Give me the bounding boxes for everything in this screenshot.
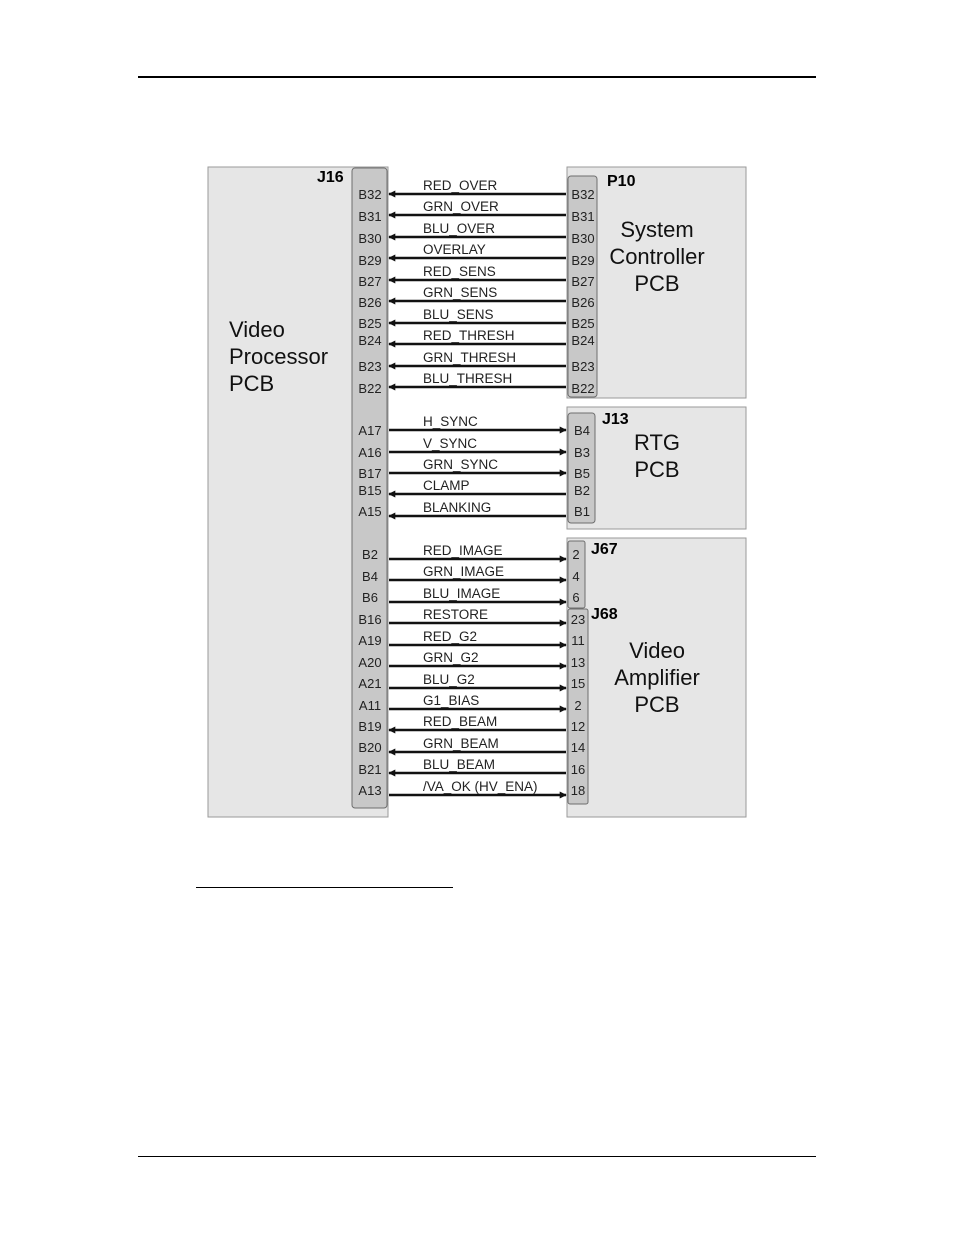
- j16-pin-label: B32: [358, 187, 382, 202]
- signal-label: H_SYNC: [423, 414, 478, 429]
- j16-pin-label: B25: [358, 316, 382, 331]
- signal-label: RED_THRESH: [423, 328, 515, 343]
- right-pin-label: B2: [574, 483, 590, 498]
- svg-text:RTG: RTG: [633, 430, 681, 455]
- right-pin-label: 18: [570, 783, 586, 798]
- j16-pin-label: B6: [362, 590, 378, 605]
- j16-pin-label: B27: [358, 274, 382, 289]
- j16-pin-label: B4: [362, 569, 378, 584]
- j16-pin-label: A19: [358, 633, 382, 648]
- j16-pin-label: B22: [358, 381, 382, 396]
- j16-pin-label: B23: [358, 359, 382, 374]
- right-pin-label: B3: [574, 445, 590, 460]
- j16-pin-label: B29: [358, 253, 382, 268]
- right-pin-label: B32: [571, 187, 595, 202]
- right-pin-label: 2: [572, 547, 580, 562]
- right-pin-label: 23: [570, 612, 586, 627]
- svg-text:PCB: PCB: [634, 457, 680, 482]
- j16-pin-label: B30: [358, 231, 382, 246]
- right-pin-label: B1: [574, 504, 590, 519]
- signal-label: BLU_G2: [423, 672, 475, 687]
- j16-pin-label: B2: [362, 547, 378, 562]
- right-pin-label: 16: [570, 762, 586, 777]
- signal-label: CLAMP: [423, 478, 470, 493]
- signal-label: V_SYNC: [423, 436, 478, 451]
- right-pin-label: B26: [571, 295, 595, 310]
- j16-pin-label: B21: [358, 762, 382, 777]
- j68-label: J68: [591, 606, 618, 623]
- signal-label: RED_IMAGE: [423, 543, 503, 558]
- signal-label: RESTORE: [423, 607, 489, 622]
- signal-label: BLU_IMAGE: [423, 586, 501, 601]
- right-pin-label: B23: [571, 359, 595, 374]
- j16-pin-label: B16: [358, 612, 382, 627]
- svg-text:PCB: PCB: [634, 692, 680, 717]
- signal-label: BLU_OVER: [423, 221, 496, 236]
- j16-pin-label: A17: [358, 423, 382, 438]
- j16-pin-label: B26: [358, 295, 382, 310]
- signal-wires: [358, 178, 594, 798]
- signal-label: GRN_SENS: [423, 285, 498, 300]
- signal-label: BLU_BEAM: [423, 757, 496, 772]
- j13-label: J13: [602, 411, 629, 428]
- right-pin-label: B31: [571, 209, 595, 224]
- j16-pin-label: A13: [358, 783, 382, 798]
- right-pin-label: B30: [571, 231, 595, 246]
- svg-text:Controller: Controller: [609, 244, 705, 269]
- signal-label: RED_OVER: [423, 178, 498, 193]
- svg-text:PCB: PCB: [634, 271, 680, 296]
- right-pin-label: 11: [571, 633, 585, 648]
- signal-label: BLU_SENS: [423, 307, 494, 322]
- right-pin-label: 2: [574, 698, 582, 713]
- svg-text:PCB: PCB: [229, 371, 275, 396]
- svg-text:Video: Video: [629, 638, 685, 663]
- signal-label: GRN_OVER: [423, 199, 499, 214]
- j16-pin-label: A15: [358, 504, 382, 519]
- svg-text:Processor: Processor: [229, 344, 329, 369]
- signal-label: BLU_THRESH: [423, 371, 513, 386]
- signal-label: RED_G2: [423, 629, 478, 644]
- right-pin-label: 6: [572, 590, 580, 605]
- right-pin-label: 14: [570, 740, 586, 755]
- right-pin-label: 15: [570, 676, 586, 691]
- j16-pin-label: B17: [358, 466, 382, 481]
- signal-label: G1_BIAS: [423, 693, 480, 708]
- right-pin-label: B4: [574, 423, 590, 438]
- j16-pin-label: A11: [358, 698, 382, 713]
- signal-label: RED_SENS: [423, 264, 496, 279]
- j16-pin-label: A20: [358, 655, 382, 670]
- signal-label: GRN_SYNC: [423, 457, 499, 472]
- j16-pin-label: A21: [358, 676, 382, 691]
- signal-label: GRN_THRESH: [423, 350, 517, 365]
- j16-pin-label: A16: [358, 445, 382, 460]
- j16-pin-label: B15: [358, 483, 382, 498]
- right-pin-label: 12: [570, 719, 586, 734]
- signal-label: GRN_BEAM: [423, 736, 499, 751]
- svg-text:Amplifier: Amplifier: [614, 665, 700, 690]
- right-pin-label: 4: [572, 569, 580, 584]
- j16-pin-label: B31: [358, 209, 382, 224]
- right-pin-label: B24: [571, 333, 595, 348]
- j16-pin-label: B24: [358, 333, 382, 348]
- j16-pin-label: B20: [358, 740, 382, 755]
- j67-label: J67: [591, 541, 618, 558]
- signal-label: OVERLAY: [423, 242, 486, 257]
- svg-text:System: System: [620, 217, 694, 242]
- j16-pin-label: B19: [358, 719, 382, 734]
- right-pin-label: B25: [571, 316, 595, 331]
- signal-label: BLANKING: [423, 500, 492, 515]
- signal-label: /VA_OK (HV_ENA): [423, 779, 538, 794]
- right-pin-label: 13: [570, 655, 586, 670]
- right-pin-label: B27: [571, 274, 595, 289]
- p10-label: P10: [607, 173, 636, 190]
- j16-label: J16: [317, 169, 344, 186]
- right-pin-label: B22: [571, 381, 595, 396]
- right-pin-label: B5: [574, 466, 590, 481]
- signal-label: GRN_G2: [423, 650, 479, 665]
- svg-text:Video: Video: [229, 317, 285, 342]
- signal-label: RED_BEAM: [423, 714, 498, 729]
- right-pin-label: B29: [571, 253, 595, 268]
- signal-label: GRN_IMAGE: [423, 564, 505, 579]
